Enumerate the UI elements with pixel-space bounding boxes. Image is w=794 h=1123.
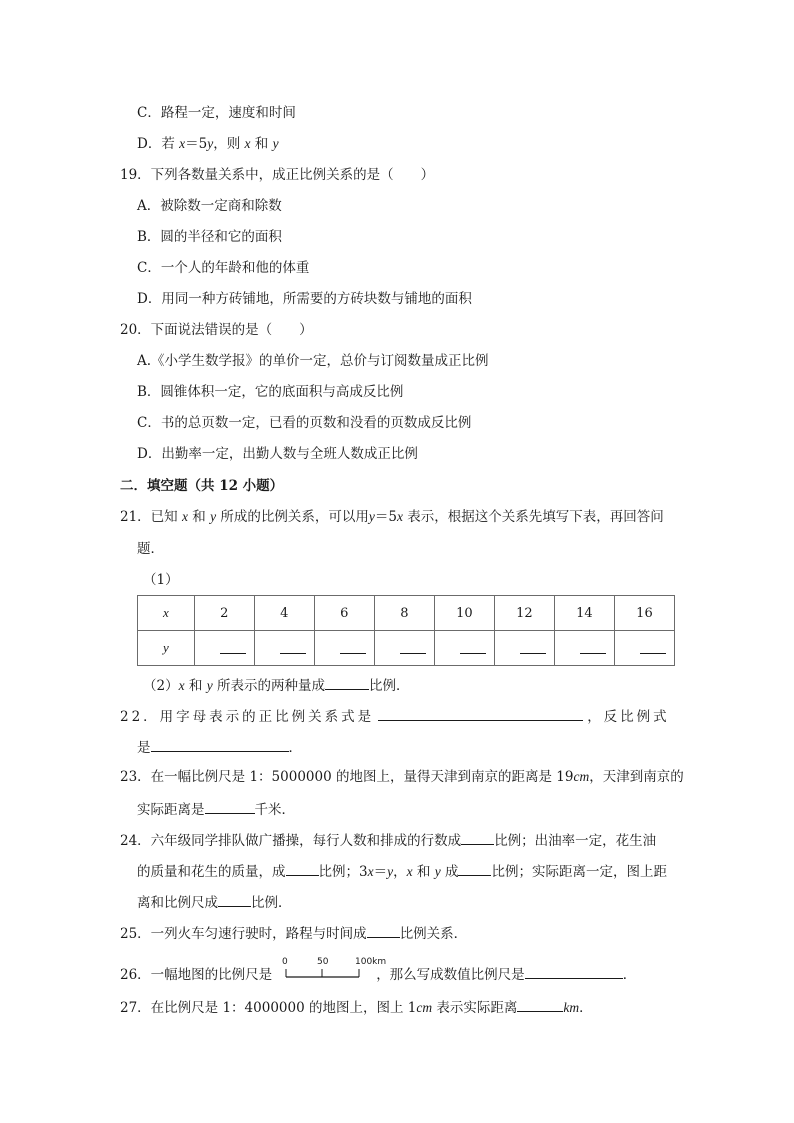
q20-option-c: C．书的总页数一定，已看的页数和没看的页数成反比例 (137, 415, 472, 431)
var-y: y (387, 864, 394, 879)
option-c-prev: C．路程一定，速度和时间 (137, 105, 296, 121)
text: 比例；实际距离一定，图上距 (491, 864, 667, 880)
question-21 (120, 508, 664, 526)
table-cell-blank[interactable] (194, 631, 254, 666)
text: 是 (137, 740, 151, 756)
var-y: y (207, 136, 214, 151)
text: ， (393, 864, 407, 880)
q20-option-b: B．圆锥体积一定，它的底面积与高成反比例 (137, 384, 404, 400)
table-row-y (138, 631, 675, 666)
table-cell: 14 (554, 596, 614, 631)
unit-cm: cm (416, 1000, 433, 1015)
table-cell: 4 (254, 596, 314, 631)
scale-label-100km: 100km (355, 957, 387, 967)
text: ＝5 (185, 136, 208, 152)
text: 和 (187, 509, 211, 525)
question-23-cont (137, 799, 295, 819)
table-header-x: x (138, 596, 195, 631)
question-23 (120, 768, 684, 786)
text: 所成的比例关系，可以用 (216, 509, 369, 525)
section-heading: 二．填空题（共 12 小题） (120, 478, 284, 494)
var-x: x (396, 509, 403, 524)
var-y: y (210, 509, 217, 524)
text: ． (288, 740, 302, 756)
text: 24．六年级同学排队做广播操，每行人数和排成的行数成 (120, 833, 462, 849)
text: 25．一列火车匀速行驶时，路程与时间成 (120, 926, 367, 942)
text: 23．在一幅比例尺是 1：5000000 的地图上，量得天津到南京的距离是 19 (120, 769, 574, 785)
question-19: 19．下列各数量关系中，成正比例关系的是（ ） (120, 167, 435, 183)
text: 和 (184, 678, 207, 694)
table-cell: 10 (434, 596, 494, 631)
answer-blank[interactable] (378, 706, 583, 721)
text: 千米． (254, 802, 295, 818)
question-22 (120, 706, 670, 726)
var-x: x (181, 509, 188, 524)
text: ，反比例式 (587, 709, 670, 725)
answer-blank[interactable] (340, 639, 366, 654)
table-cell-blank[interactable] (494, 631, 554, 666)
text: ＝ (373, 864, 388, 880)
q19-option-a: A．被除数一定商和除数 (137, 198, 282, 214)
answer-blank[interactable] (460, 639, 486, 654)
text: 比例；3 (318, 864, 368, 880)
answer-blank[interactable] (220, 639, 246, 654)
sub-question-2 (143, 675, 409, 695)
var-x: x (244, 136, 251, 151)
text: 的质量和花生的质量，成 (137, 864, 286, 880)
text: ＝5 (374, 509, 397, 525)
question-26 (120, 964, 636, 984)
unit-km: km (563, 1000, 580, 1015)
text: 实际距离是 (137, 802, 205, 818)
var-y: y (434, 864, 441, 879)
table-cell: 6 (314, 596, 374, 631)
text: 成 (440, 864, 459, 880)
q20-option-d: D．出勤率一定，出勤人数与全班人数成正比例 (137, 446, 418, 462)
text: ，天津到南京的 (589, 769, 684, 785)
var-x: x (367, 864, 374, 879)
text: （2） (143, 678, 179, 694)
table-cell: 2 (194, 596, 254, 631)
table-cell: 8 (374, 596, 434, 631)
var-y: y (206, 678, 213, 693)
table-cell-blank[interactable] (254, 631, 314, 666)
text: 和 (250, 136, 273, 152)
text: 表示，根据这个关系先填写下表，再回答问 (402, 509, 664, 525)
q19-option-c: C．一个人的年龄和他的体重 (137, 260, 310, 276)
q19-option-d: D．用同一种方砖铺地，所需要的方砖块数与铺地的面积 (137, 291, 472, 307)
answer-blank[interactable] (286, 861, 319, 876)
answer-blank[interactable] (580, 639, 606, 654)
scale-label-0: 0 (282, 957, 288, 967)
answer-blank[interactable] (517, 997, 563, 1012)
answer-blank[interactable] (280, 639, 306, 654)
text: 比例关系． (399, 926, 468, 942)
var-y: y (272, 136, 279, 151)
text: 比例． (368, 678, 410, 694)
unit-cm: cm (573, 769, 590, 784)
q20-option-a: A.《小学生数学报》的单价一定，总价与订阅数量成正比例 (137, 353, 489, 369)
var-x: x (179, 136, 186, 151)
question-24-cont2 (137, 892, 292, 912)
answer-blank[interactable] (205, 799, 255, 814)
scale-bar-figure (282, 956, 387, 982)
answer-blank[interactable] (520, 639, 546, 654)
text: 27．在比例尺是 1：4000000 的地图上，图上 1 (120, 1000, 417, 1016)
answer-blank[interactable] (461, 830, 494, 845)
text: 所表示的两种量成 (212, 678, 325, 694)
text: 22．用字母表示的正比例关系式是 (120, 709, 375, 725)
table-cell-blank[interactable] (434, 631, 494, 666)
question-27 (120, 997, 593, 1017)
xy-table (137, 595, 675, 666)
table-cell-blank[interactable] (554, 631, 614, 666)
var-y: y (368, 509, 375, 524)
text: 离和比例尺成 (137, 895, 218, 911)
question-22-cont (137, 737, 302, 757)
table-cell-blank[interactable] (374, 631, 434, 666)
table-row-x (138, 596, 675, 631)
text: D．若 (137, 136, 180, 152)
answer-blank[interactable] (458, 861, 491, 876)
text: 比例． (251, 895, 292, 911)
scale-label-50: 50 (317, 957, 329, 967)
answer-blank[interactable] (325, 675, 369, 690)
question-20: 20．下面说法错误的是（ ） (120, 322, 313, 338)
table-cell-blank[interactable] (314, 631, 374, 666)
text: 表示实际距离 (432, 1000, 518, 1016)
table-cell: 12 (494, 596, 554, 631)
text: 26．一幅地图的比例尺是 (120, 967, 273, 983)
question-21-cont: 题． (137, 541, 164, 557)
answer-blank[interactable] (218, 892, 251, 907)
text: ，则 (213, 136, 245, 152)
answer-blank[interactable] (367, 923, 400, 938)
answer-blank[interactable] (640, 639, 666, 654)
question-24-cont (137, 861, 667, 881)
answer-blank[interactable] (525, 964, 623, 979)
text: ． (579, 1000, 593, 1016)
question-24 (120, 830, 656, 850)
text: 和 (412, 864, 435, 880)
answer-blank[interactable] (151, 737, 289, 752)
var-x: x (178, 678, 185, 693)
text: ，那么写成数值比例尺是 (376, 967, 525, 983)
q19-option-b: B．圆的半径和它的面积 (137, 229, 282, 245)
text: ． (622, 967, 637, 983)
text: 21．已知 (120, 509, 182, 525)
table-cell: 16 (614, 596, 674, 631)
answer-blank[interactable] (400, 639, 426, 654)
sub-question-1: （1） (143, 572, 179, 588)
var-x: x (406, 864, 413, 879)
text: 比例；出油率一定，花生油 (494, 833, 657, 849)
question-25 (120, 923, 467, 943)
table-cell-blank[interactable] (614, 631, 674, 666)
option-d-prev (137, 135, 279, 153)
table-header-y: y (138, 631, 195, 666)
